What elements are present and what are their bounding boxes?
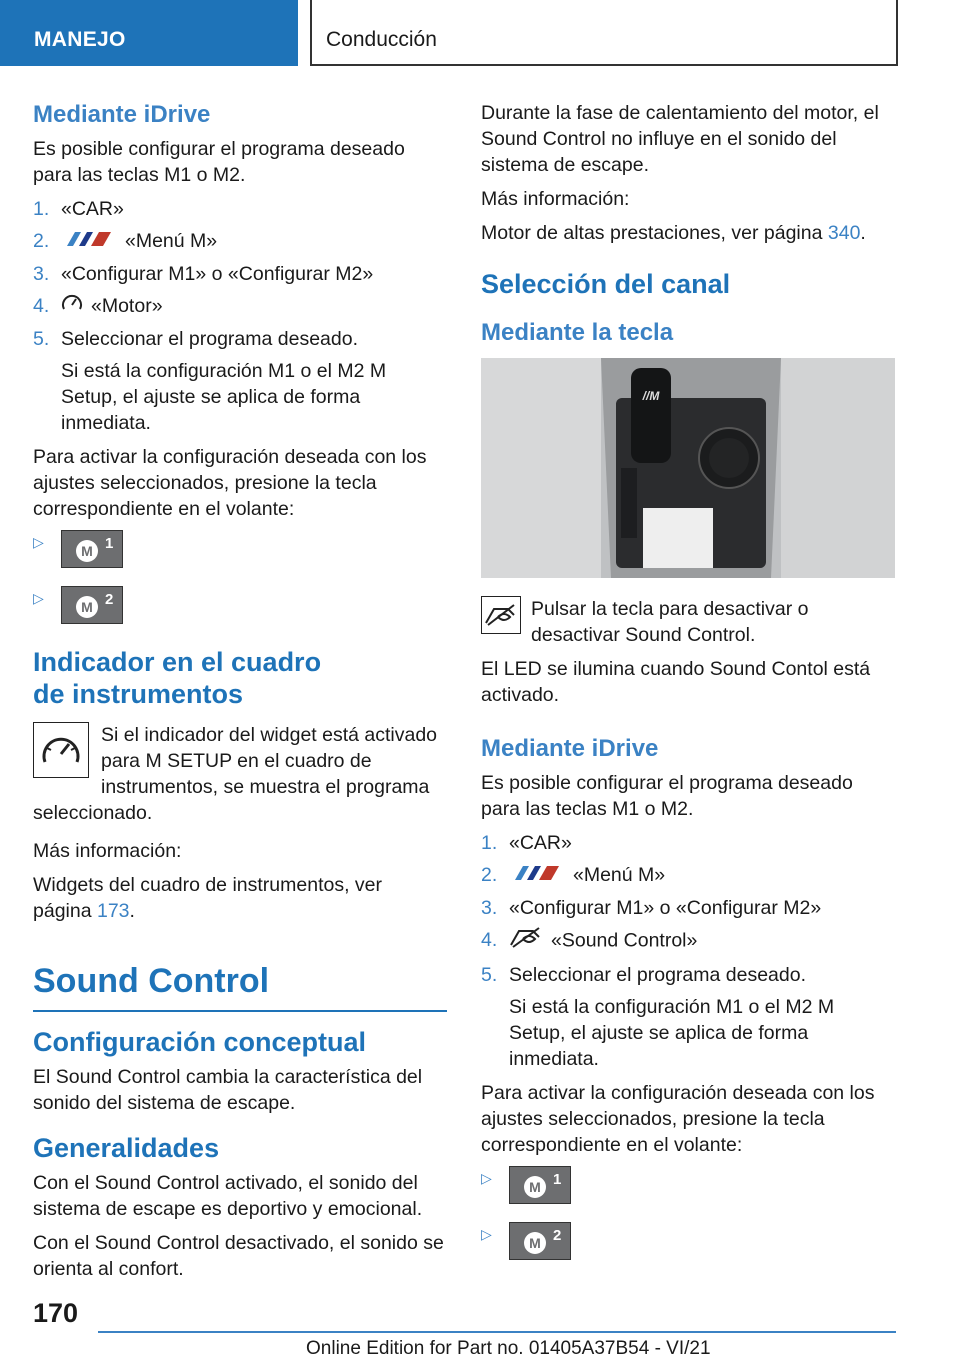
- bullet-triangle-icon: ▷: [33, 590, 44, 607]
- m1-key-icon: [61, 530, 123, 568]
- list-item: 2. «Menú M»: [481, 862, 895, 889]
- svg-text:M: M: [529, 1178, 541, 1195]
- idrive-intro: Es posible configurar el programa deseado para las teclas M1 o M2.: [33, 138, 405, 186]
- activate-text: Para activar la configuración deseada con los ajustes seleccionados, presione la tecla correspondiente en el volante:: [481, 1081, 875, 1156]
- bullet-triangle-icon: ▷: [33, 534, 44, 551]
- led-text: El LED se ilumina cuando Sound Contol está activado.: [481, 658, 871, 706]
- idrive-intro: Es posible configurar el programa deseado para las teclas M1 o M2.: [481, 772, 853, 820]
- bullet-triangle-icon: ▷: [481, 1225, 492, 1242]
- speedometer-icon: [33, 722, 89, 778]
- concept-text: El Sound Control cambia la característica del sonido del sistema de escape.: [33, 1066, 423, 1115]
- list-item: 5. Seleccionar el programa deseado. Si está la configuración M1 o el M2 M Setup, el ajuste se aplica de forma inmediata.: [481, 963, 835, 1070]
- list-item: 4. «Motor»: [33, 293, 447, 320]
- button-text: Pulsar la tecla para desactivar o desactivar Sound Control.: [531, 598, 809, 646]
- svg-text://M: //M: [642, 389, 660, 403]
- m-stripes-icon: [509, 863, 565, 889]
- svg-text:M: M: [81, 543, 93, 560]
- general-text-1: Con el Sound Control activado, el sonido del sistema de escape es deportivo y emocional.: [33, 1172, 423, 1221]
- engine-gauge-icon: [61, 293, 83, 320]
- sound-control-icon: [509, 927, 543, 956]
- m1-key-item: [481, 1166, 895, 1212]
- list-item: 2. «Menú M»: [33, 228, 447, 255]
- svg-text:2: 2: [553, 1226, 562, 1244]
- sound-button-block: [481, 596, 895, 648]
- warmup-text: Durante la fase de calentamiento del motor, el Sound Control no influye en el sonido del sistema de escape.: [481, 102, 879, 176]
- left-column: [33, 100, 447, 1290]
- indicator-heading: Indicador en el cuadro de instrumentos: [33, 647, 322, 710]
- engine-ref: Motor de altas prestaciones, ver página 340.: [481, 222, 866, 244]
- engine-page-link[interactable]: 340: [827, 222, 861, 244]
- chapter-label: Conducción: [326, 28, 437, 51]
- footer-divider: [98, 1331, 896, 1333]
- bullet-triangle-icon: ▷: [481, 1169, 492, 1186]
- indicator-text: Si el indicador del widget está activado para M SETUP en el cuadro de instrumentos, se muestra el programa seleccionado.: [33, 724, 438, 825]
- steps-list: [33, 196, 447, 436]
- m2-key-icon: [61, 586, 123, 624]
- m1-key-item: [33, 530, 447, 576]
- widgets-ref: Widgets del cuadro de instrumentos, ver página 173.: [33, 874, 383, 923]
- list-item: 1. «CAR»: [33, 198, 124, 220]
- section-tab: [0, 0, 298, 66]
- m1-key-icon: [509, 1166, 571, 1204]
- svg-text:M: M: [529, 1234, 541, 1251]
- svg-text:1: 1: [553, 1170, 562, 1188]
- widgets-page-link[interactable]: 173: [96, 900, 130, 923]
- svg-text:1: 1: [105, 535, 114, 553]
- button-heading: Mediante la tecla: [481, 319, 674, 346]
- m2-key-icon: [509, 1222, 571, 1260]
- idrive-heading: Mediante iDrive: [481, 735, 659, 762]
- section-label: MANEJO: [34, 28, 126, 51]
- list-item: 3. «Configurar M1» o «Configurar M2»: [33, 262, 374, 285]
- idrive-heading: Mediante iDrive: [33, 101, 211, 128]
- concept-heading: Configuración conceptual: [33, 1027, 367, 1058]
- m-stripes-icon: [61, 229, 117, 255]
- svg-text:2: 2: [105, 591, 114, 609]
- chapter-box: [310, 0, 898, 66]
- channel-heading: Selección del canal: [481, 269, 731, 299]
- more-info-label: Más información:: [33, 840, 182, 863]
- sound-control-title: Sound Control: [33, 962, 270, 1001]
- title-divider: [33, 1010, 447, 1012]
- list-item: 4. «Sound Control»: [481, 927, 895, 956]
- general-text-2: Con el Sound Control desactivado, el sonido se orienta al confort.: [33, 1232, 444, 1281]
- list-item: 1. «CAR»: [481, 832, 572, 854]
- general-heading: Generalidades: [33, 1133, 220, 1164]
- list-item: 5. Seleccionar el programa deseado. Si está la configuración M1 o el M2 M Setup, el ajuste se aplica de forma inmediata.: [33, 328, 387, 435]
- steps-list: [481, 830, 895, 1072]
- m2-key-item: [33, 586, 447, 632]
- list-item: 3. «Configurar M1» o «Configurar M2»: [481, 896, 822, 919]
- edition-text: Online Edition for Part no. 01405A37B54 - VI/21: [306, 1338, 711, 1359]
- m2-key-item: [481, 1222, 895, 1268]
- indicator-block: [33, 722, 447, 826]
- right-column: [481, 100, 895, 1278]
- center-console-photo: [481, 358, 895, 578]
- more-info-label: Más información:: [481, 188, 630, 210]
- svg-text:M: M: [81, 599, 93, 616]
- sound-control-icon: [481, 596, 521, 634]
- page-number: 170: [33, 1298, 79, 1328]
- activate-text: Para activar la configuración deseada con los ajustes seleccionados, presione la tecla correspondiente en el volante:: [33, 446, 427, 521]
